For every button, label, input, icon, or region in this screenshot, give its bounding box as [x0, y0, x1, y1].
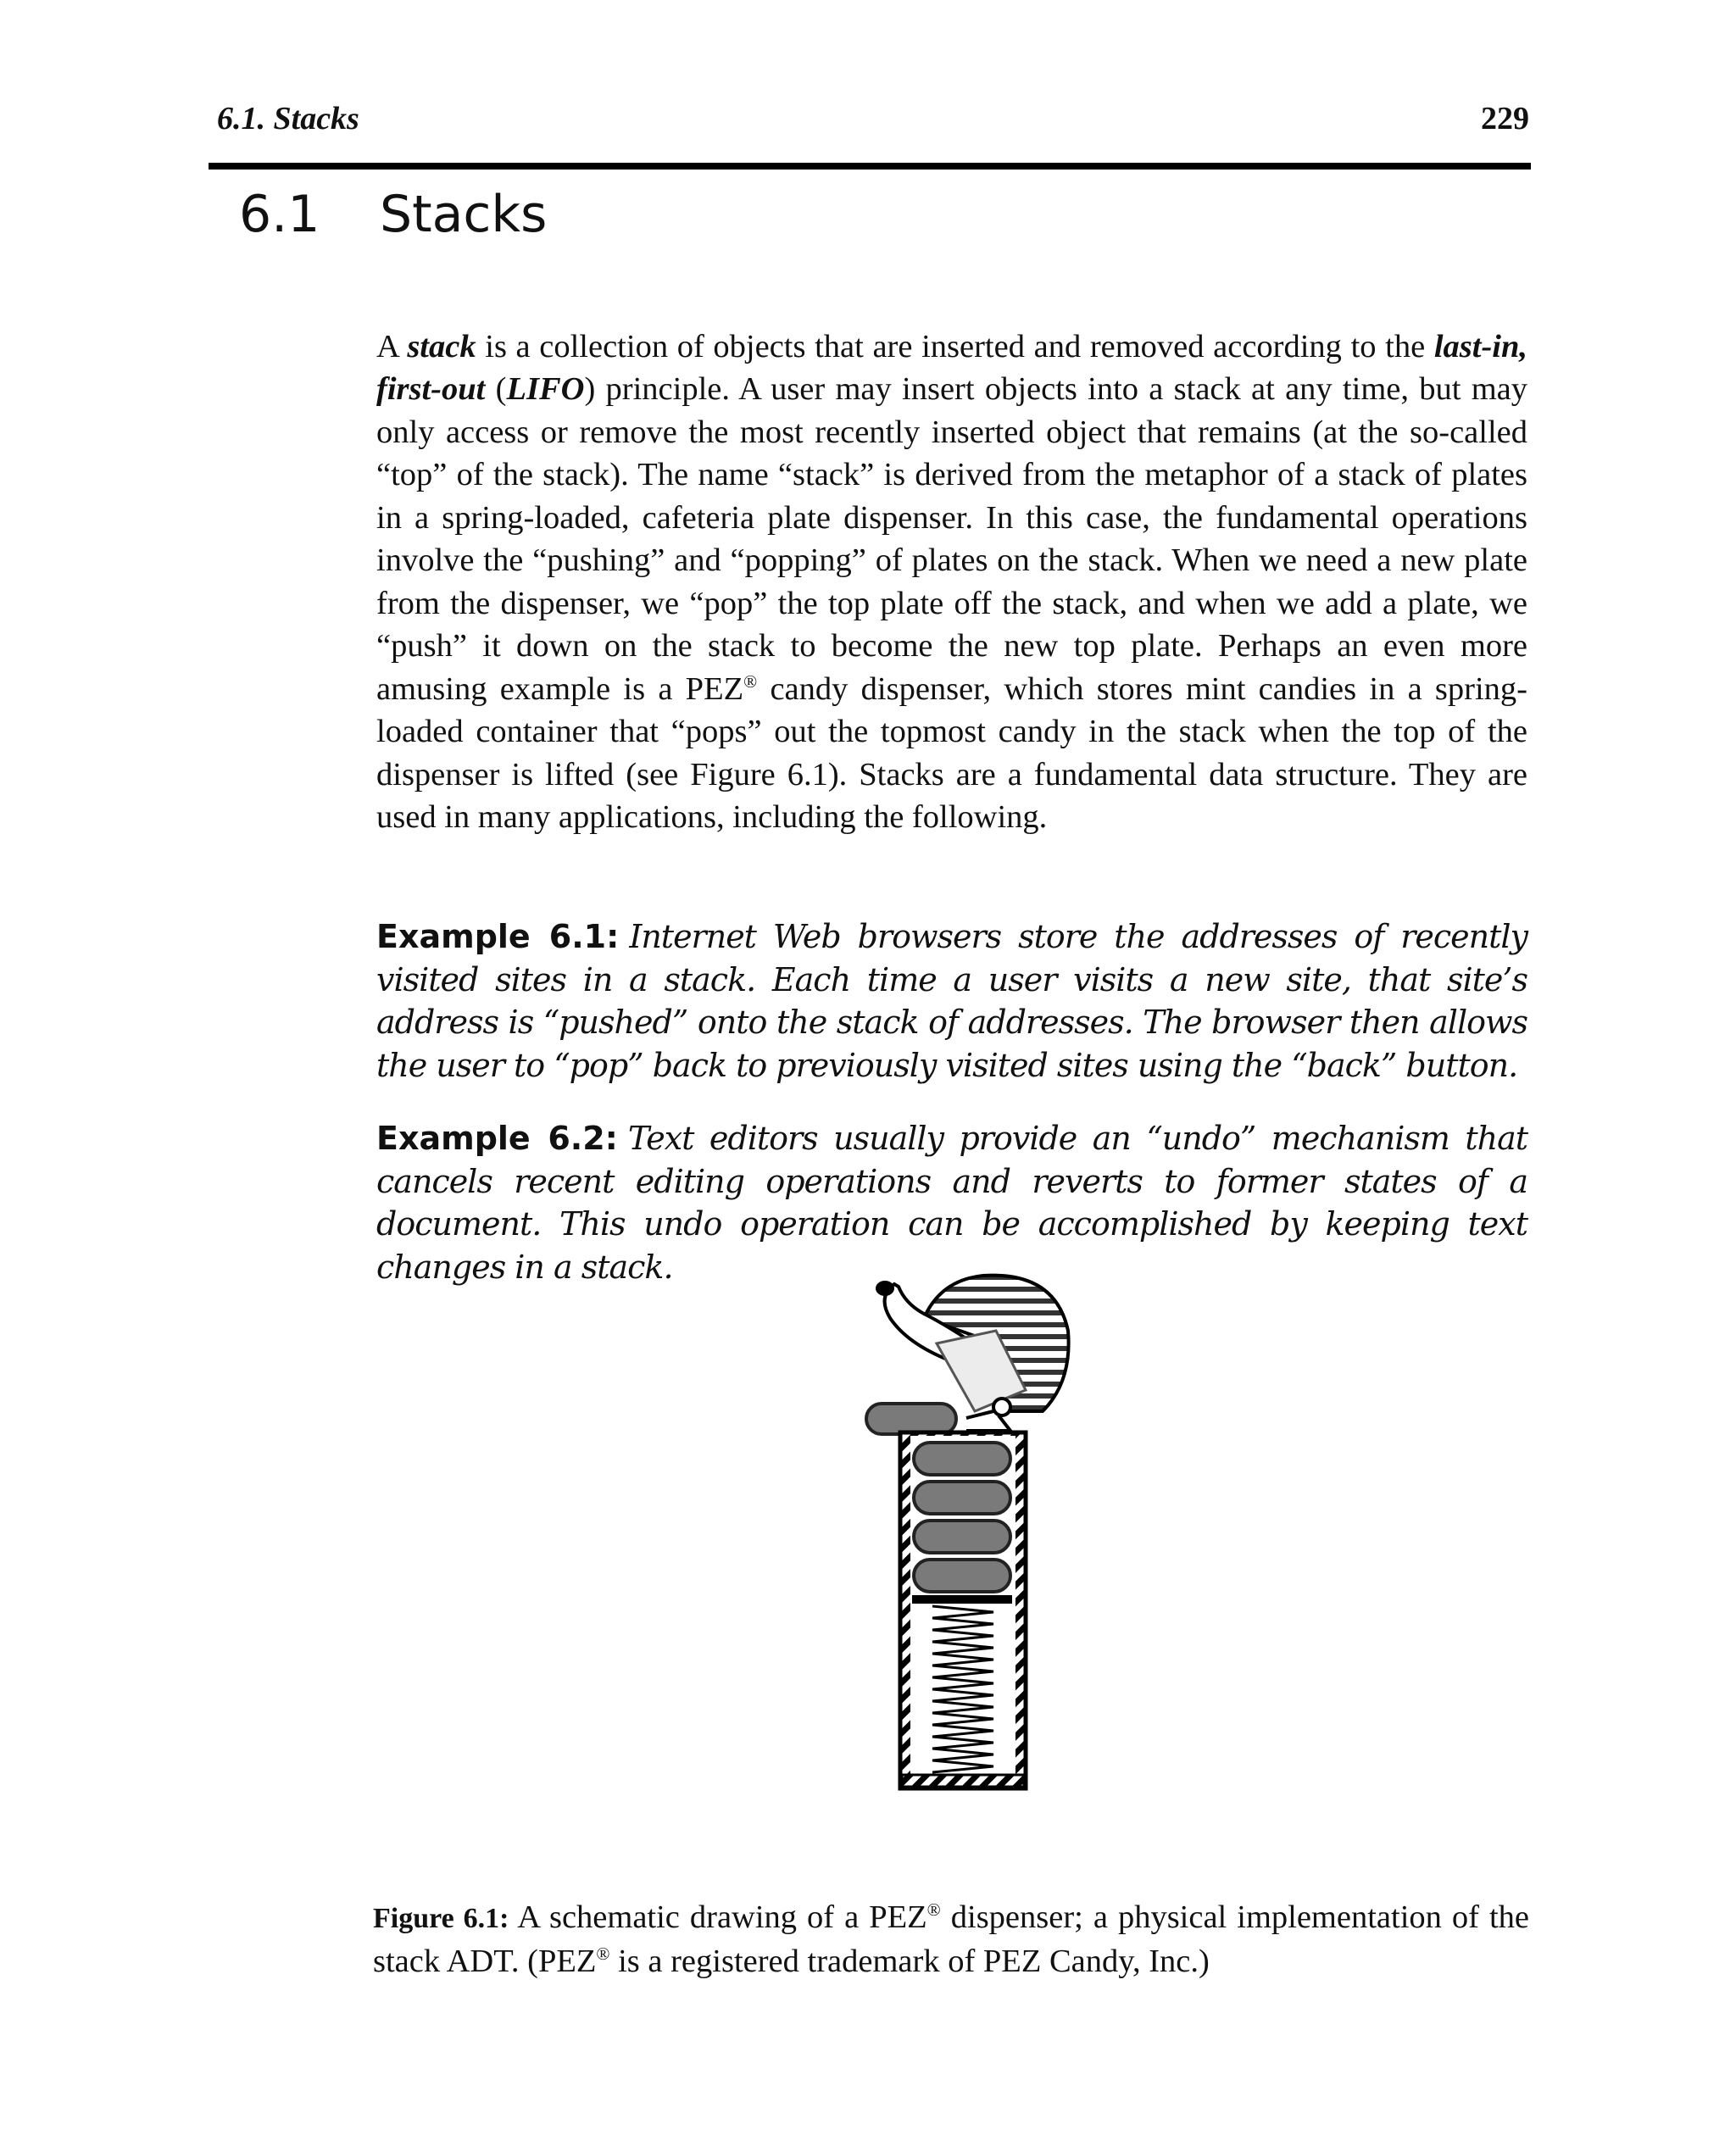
- para-text: is a collection of objects that are inserted and removed according to the: [476, 328, 1434, 364]
- para-text: ) principle. A user may insert objects into a stack at any time, but may only access or remove the most recently inserted object that remains (at the so-called “top” of the stack). The name “stack” is derived from the metaphor of a stack of plates in a spring-loaded, cafeteria plate dispenser. In this case, the fundamental operations involve the “pushing” and “popping” of plates on the stack. When we need a new plate from the dispenser, we “pop” the top plate off the stack, and when we add a plate, we “push” it down on the stack to become the new top plate. Perhaps an even more amusing example is a PEZ: [376, 371, 1527, 707]
- caption-text: A schematic drawing of a PEZ: [509, 1899, 927, 1935]
- term-lifo-abbr: LIFO: [506, 371, 585, 407]
- running-head: [217, 100, 1529, 137]
- running-head-section: 6.1. Stacks: [217, 101, 359, 136]
- caption-text: is a registered trademark of PEZ Candy, Inc.): [609, 1943, 1210, 1979]
- example-label: Example 6.1:: [376, 918, 620, 955]
- intro-paragraph: [376, 325, 1527, 839]
- hinge-circle: [993, 1399, 1010, 1415]
- popped-candy: [866, 1404, 956, 1434]
- candy: [914, 1521, 1010, 1553]
- para-text: A: [376, 328, 408, 364]
- section-title: [239, 185, 547, 244]
- pez-dispenser-drawing: [814, 1263, 1119, 1839]
- para-text: (: [485, 371, 507, 407]
- candy: [914, 1443, 1010, 1475]
- example-text: Internet Web browsers store the addresses of recently visited sites in a stack. Each time a user visits a new site, that site’s address is “pushed” onto the stack of addresses. The browser then allows the user to “pop” back to previously visited sites using the “back” button.: [376, 918, 1528, 1084]
- caption-text: dispenser; a physical implementation of the stack ADT. (PEZ: [373, 1899, 1530, 1979]
- container-base: [902, 1775, 1024, 1787]
- term-stack: stack: [407, 328, 476, 364]
- section-number: 6.1: [239, 185, 320, 244]
- example-6-1: [376, 915, 1527, 1087]
- section-title-text: Stacks: [380, 185, 548, 244]
- candy: [914, 1560, 1010, 1592]
- para-text: candy dispenser, which stores mint candies in a spring-loaded container that “pops” out the topmost candy in the stack when the top of the dispenser is lifted (see Figure 6.1). Stacks are a fundamental data structure. They are used in many applications, including the following.: [376, 670, 1527, 835]
- registered-mark: ®: [596, 1943, 610, 1964]
- example-text: Text editors usually provide an “undo” mechanism that cancels recent editing operations and reverts to former states of a document. This undo operation can be accomplished by keeping text changes in a stack.: [376, 1120, 1528, 1286]
- figure-caption: [373, 1896, 1529, 1983]
- example-label: Example 6.2:: [376, 1120, 618, 1157]
- registered-mark: ®: [926, 1899, 941, 1920]
- nose-shape: [876, 1281, 894, 1296]
- page-number: 229: [1481, 101, 1529, 136]
- header-rule: [209, 163, 1531, 170]
- spring-plate-top: [912, 1595, 1012, 1600]
- registered-mark: ®: [743, 670, 758, 692]
- candy: [914, 1482, 1010, 1514]
- figure-label: Figure 6.1:: [373, 1902, 509, 1934]
- term-lifo: last-in, first-out: [376, 328, 1527, 407]
